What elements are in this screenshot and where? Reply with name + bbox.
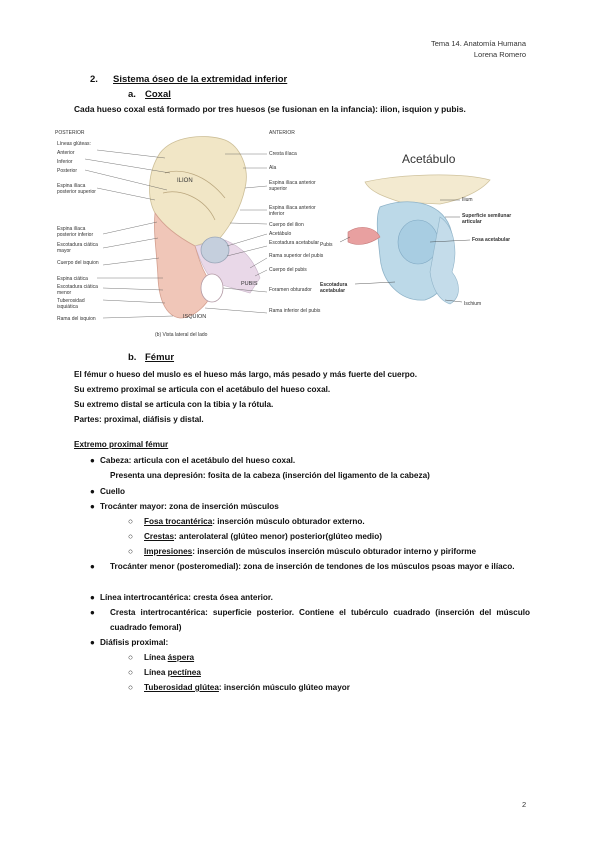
d-sub-2 xyxy=(128,665,201,680)
left-label-9: Espina ciática xyxy=(57,276,88,282)
trocanter-menor-text: Trocánter menor (posteromedial): zona de inserción de tendones de los músculos psoas mayor e ilíaco. xyxy=(110,562,515,571)
header-author: Lorena Romero xyxy=(473,50,526,59)
left-label-12: Rama del isquion xyxy=(57,316,96,322)
circle-bullet-icon: ○ xyxy=(128,653,133,662)
bullet-icon: ● xyxy=(90,502,95,511)
left-label-11: Tuberosidad isquiática xyxy=(57,298,85,310)
d-sub-2-term: pectínea xyxy=(167,668,201,677)
right-label-8: Rama superior del pubis xyxy=(269,253,324,259)
right-label-3: Espina ilíaca anterior superior xyxy=(269,180,316,192)
left-label-7: Escotadura ciática mayor xyxy=(57,242,98,254)
d-sub-3-term: Tuberosidad glútea xyxy=(144,683,219,692)
right-label-11: Rama inferior del pubis xyxy=(269,308,321,314)
d-sub-1 xyxy=(128,650,194,665)
left-label-6: Espina ilíaca posterior inferior xyxy=(57,226,94,238)
acetabulum-title: Acetábulo xyxy=(402,152,456,166)
trocanter-mayor-text: Trocánter mayor: zona de inserción músculos xyxy=(100,502,279,511)
circle-bullet-icon: ○ xyxy=(128,668,133,677)
proximal-heading: Extremo proximal fémur xyxy=(74,440,169,449)
label-anterior: ANTERIOR xyxy=(269,130,295,136)
coxal-title: Coxal xyxy=(145,89,171,100)
tm-sub-3-text: : inserción de músculos inserción músculo obturador interno y piriforme xyxy=(192,547,477,556)
section-number: 2. xyxy=(90,74,98,85)
cabeza-text: articula con el acetábulo del hueso coxal. xyxy=(131,456,296,465)
label-posterior: POSTERIOR xyxy=(55,130,85,136)
circle-bullet-icon: ○ xyxy=(128,532,133,541)
label-ilion: ILION xyxy=(177,178,193,184)
femur-line-4: Partes: proximal, diáfisis y distal. xyxy=(74,415,204,424)
label-pubis: PUBIS xyxy=(241,281,258,287)
header-title: Tema 14. Anatomía Humana xyxy=(430,39,526,48)
bullet-linea-inter xyxy=(90,590,273,605)
femur-line-2: Su extremo proximal se articula con el acetábulo del hueso coxal. xyxy=(74,385,331,394)
cabeza-sub: Presenta una depresión: fosita de la cabeza (inserción del ligamento de la cabeza) xyxy=(110,471,430,480)
label-isquion: ISQUION xyxy=(183,314,207,320)
bullet-cuello xyxy=(90,484,125,499)
left-label-4: Posterior xyxy=(57,168,78,174)
tm-sub-2-term: Crestas xyxy=(144,532,175,541)
circle-bullet-icon: ○ xyxy=(128,683,133,692)
tm-sub-3-term: Impresiones xyxy=(144,547,193,556)
d-sub-1-term: áspera xyxy=(167,653,195,662)
right-label-1: Cresta ilíaca xyxy=(269,151,297,157)
right-label-10: Foramen obturador xyxy=(269,287,312,293)
tm-sub-3 xyxy=(128,544,476,559)
left-label-10: Escotadura ciática menor xyxy=(57,284,98,296)
cabeza-label: Cabeza: xyxy=(100,456,132,465)
bullet-icon: ● xyxy=(90,562,95,571)
label-ischium: Ischium xyxy=(464,301,482,307)
label-acetabular-notch: Escotadura acetabular xyxy=(320,282,348,294)
femur-letter: b. xyxy=(128,352,137,363)
coxal-intro: Cada hueso coxal está formado por tres huesos (se fusionan en la infancia): ilion, isquion y pubis. xyxy=(74,104,466,114)
tm-sub-2-text: : anterolateral (glúteo menor) posterior(glúteo medio) xyxy=(174,532,382,541)
hip-bone-figure xyxy=(55,128,335,343)
right-label-6: Acetábulo xyxy=(269,231,292,237)
left-label-8: Cuerpo del isquion xyxy=(57,260,99,266)
left-label-2: Anterior xyxy=(57,150,75,156)
acetabulum-figure xyxy=(320,150,530,315)
bullet-icon: ● xyxy=(90,638,95,647)
left-label-5: Espina ilíaca posterior superior xyxy=(57,183,96,195)
femur-line-1: El fémur o hueso del muslo es el hueso más largo, más pesado y más fuerte del cuerpo. xyxy=(74,370,418,379)
cresta-inter-text: Cresta intertrocantérica: superficie posterior. Contiene el tubérculo cuadrado (inserción del músculo cuadrado femoral) xyxy=(110,608,530,632)
right-label-4: Espina ilíaca anterior inferior xyxy=(269,205,316,217)
right-label-2: Ala xyxy=(269,165,277,171)
diafisis-text: Diáfisis proximal: xyxy=(100,638,169,647)
label-pubis-right: Pubis xyxy=(320,242,333,248)
circle-bullet-icon: ○ xyxy=(128,517,133,526)
bullet-trocanter-mayor xyxy=(90,499,279,514)
bullet-cresta-inter xyxy=(90,605,530,635)
left-label-1: Líneas glúteas: xyxy=(57,141,91,147)
cuello-text: Cuello xyxy=(100,487,126,496)
d-sub-3 xyxy=(128,680,350,695)
bullet-icon: ● xyxy=(90,487,95,496)
right-label-5: Cuerpo del ilion xyxy=(269,222,304,228)
label-acetabular-fossa: Fosa acetabular xyxy=(472,237,511,243)
right-label-9: Cuerpo del pubis xyxy=(269,267,307,273)
circle-bullet-icon: ○ xyxy=(128,547,133,556)
linea-inter-text: Línea intertrocantérica: cresta ósea anterior. xyxy=(100,593,273,602)
section-title: Sistema óseo de la extremidad inferior xyxy=(113,74,288,85)
bullet-icon: ● xyxy=(90,456,95,465)
d-sub-2-pre: Línea xyxy=(144,668,168,677)
label-ilium: Ilium xyxy=(462,197,473,203)
bullet-diafisis xyxy=(90,635,168,650)
tm-sub-1 xyxy=(128,514,365,529)
left-label-3: Inferior xyxy=(57,159,73,165)
tm-sub-1-text: : inserción músculo obturador externo. xyxy=(212,517,365,526)
coxal-letter: a. xyxy=(128,89,136,100)
tm-sub-2 xyxy=(128,529,382,544)
bullet-cabeza xyxy=(90,453,295,468)
bullet-icon: ● xyxy=(90,593,95,602)
figure-caption: (b) Vista lateral del lado xyxy=(155,332,208,338)
label-semilunar-surface: Superficie semilunar articular xyxy=(462,213,512,225)
page-number: 2 xyxy=(522,800,527,809)
bullet-trocanter-menor xyxy=(90,559,530,574)
right-label-7: Escotadura acetabular xyxy=(269,240,320,246)
femur-title: Fémur xyxy=(145,352,175,363)
bullet-icon: ● xyxy=(90,608,95,617)
d-sub-1-pre: Línea xyxy=(144,653,168,662)
d-sub-3-text: : inserción músculo glúteo mayor xyxy=(218,683,350,692)
tm-sub-1-term: Fosa trocantérica xyxy=(144,517,213,526)
femur-line-3: Su extremo distal se articula con la tibia y la rótula. xyxy=(74,400,274,409)
